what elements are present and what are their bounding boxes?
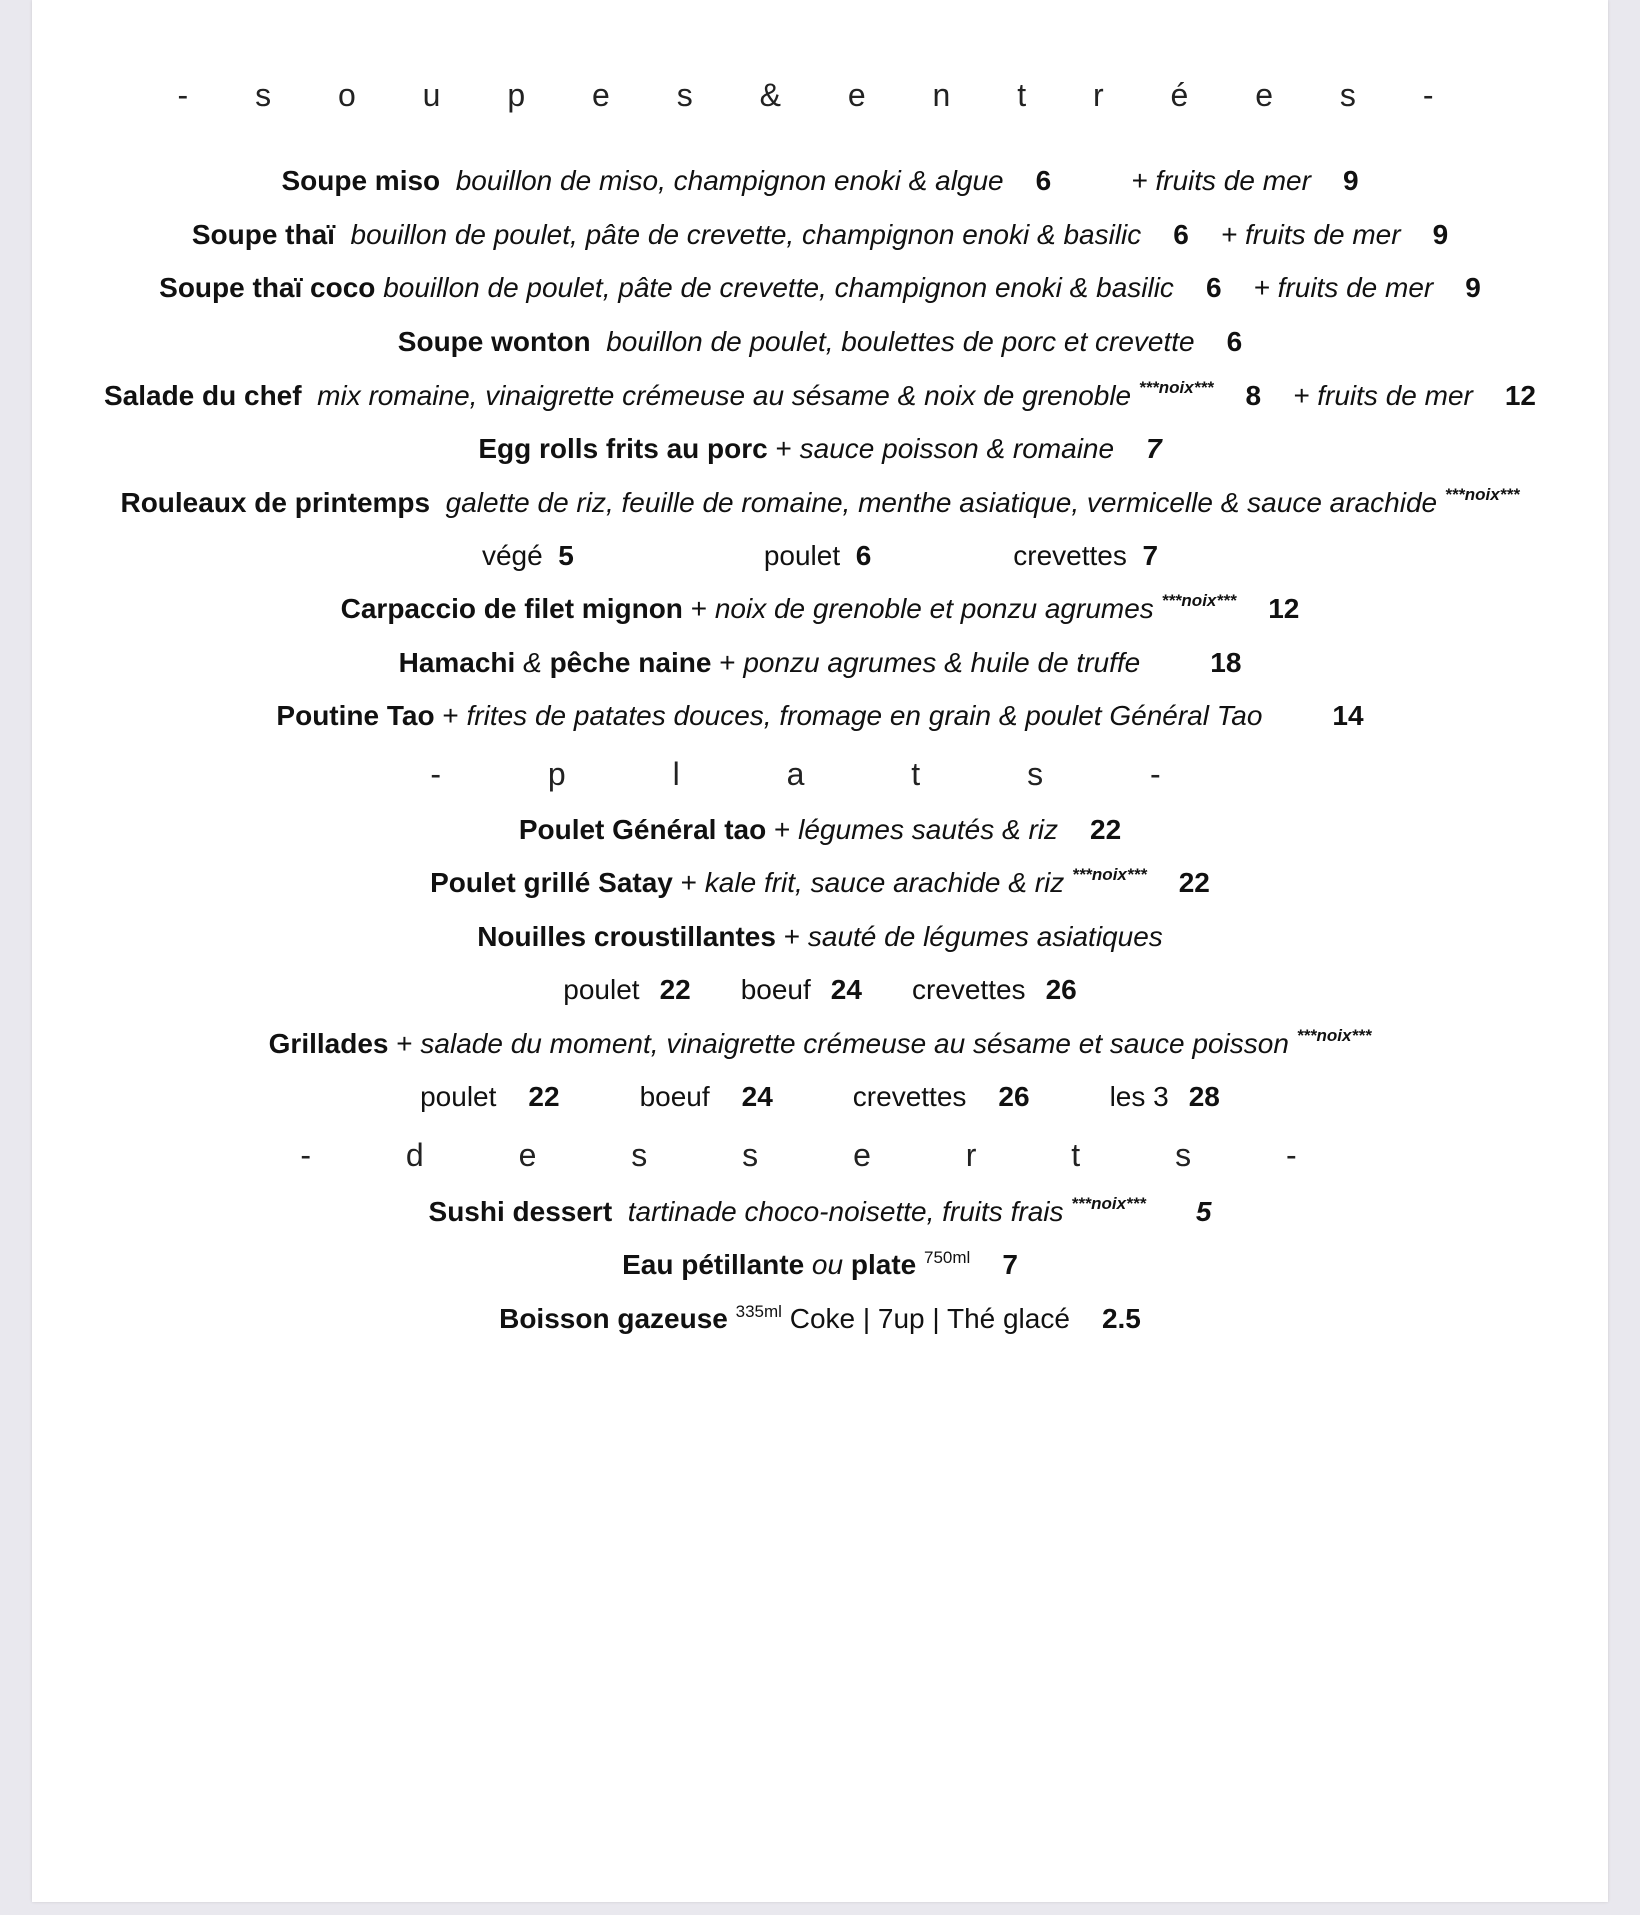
menu-item-rouleaux-printemps <box>32 486 1608 520</box>
rouleaux-options <box>32 539 1608 573</box>
item-description: sauce poisson & romaine <box>799 433 1115 464</box>
item-name: Grillades <box>268 1028 389 1059</box>
option-price: 28 <box>1188 1081 1220 1112</box>
option-label: crevettes <box>1013 540 1127 571</box>
nut-warning: ***noix*** <box>1138 378 1214 397</box>
item-price: 6 <box>1205 272 1222 303</box>
item-description: bouillon de poulet, boulettes de porc et crevette <box>606 326 1195 357</box>
item-description: bouillon de poulet, pâte de crevette, champignon enoki & basilic <box>383 272 1174 303</box>
nut-warning: ***noix*** <box>1072 865 1147 884</box>
option-price: 22 <box>659 974 691 1005</box>
heading-plats-text: - p l a t s - <box>430 756 1210 792</box>
option-price: 26 <box>998 1081 1030 1112</box>
nut-warning: ***noix*** <box>1444 485 1520 504</box>
plus-sign: + <box>719 647 736 678</box>
option-price: 24 <box>830 974 862 1005</box>
option-label: boeuf <box>639 1081 710 1112</box>
option-price: 24 <box>741 1081 773 1112</box>
item-price: 6 <box>1035 165 1052 196</box>
nut-warning: ***noix*** <box>1161 591 1237 610</box>
option-label: crevettes <box>852 1081 967 1112</box>
option-price: 6 <box>855 540 872 571</box>
item-name-part2: pêche naine <box>549 647 712 678</box>
item-extra-price: 9 <box>1342 165 1359 196</box>
item-extra-price: 9 <box>1465 272 1481 303</box>
item-description: bouillon de miso, champignon enoki & algue <box>455 165 1004 196</box>
item-name: Soupe miso <box>281 165 441 196</box>
heading-desserts-text: - d e s s e r t s - <box>300 1137 1340 1173</box>
item-description: galette de riz, feuille de romaine, menthe asiatique, vermicelle & sauce arachide <box>445 487 1438 518</box>
item-price: 7 <box>1002 1249 1018 1280</box>
item-extra: + fruits de mer <box>1131 165 1311 196</box>
menu-item-salade-du-chef <box>32 379 1608 413</box>
item-name: Soupe wonton <box>397 326 591 357</box>
item-description: noix de grenoble et ponzu agrumes <box>714 593 1154 624</box>
menu-item-nouilles-croustillantes <box>32 920 1608 954</box>
item-description: salade du moment, vinaigrette crémeuse au sésame et sauce poisson <box>420 1028 1289 1059</box>
item-extra: + fruits de mer <box>1253 272 1434 303</box>
item-name: Salade du chef <box>103 380 302 411</box>
item-name-part1: Eau pétillante <box>622 1249 805 1280</box>
item-price: 5 <box>1195 1196 1212 1227</box>
item-price: 6 <box>1226 326 1243 357</box>
grillades-options <box>32 1080 1608 1114</box>
item-description: frites de patates douces, fromage en grain & poulet Général Tao <box>466 700 1263 731</box>
item-name-part2: plate <box>850 1249 917 1280</box>
menu-page <box>32 0 1608 1902</box>
item-description: Coke | 7up | Thé glacé <box>789 1303 1070 1334</box>
heading-plats <box>32 757 1608 791</box>
menu-item-carpaccio <box>32 592 1608 626</box>
or-word: ou <box>811 1249 844 1280</box>
option-label: poulet <box>763 540 841 571</box>
item-name: Rouleaux de printemps <box>120 487 431 518</box>
item-price: 12 <box>1268 593 1300 624</box>
menu-item-poutine-tao <box>32 699 1608 733</box>
item-price: 22 <box>1178 867 1210 898</box>
item-extra: + fruits de mer <box>1293 380 1473 411</box>
item-price: 8 <box>1245 380 1262 411</box>
option-label: boeuf <box>740 974 811 1005</box>
menu-item-sushi-dessert <box>32 1195 1608 1229</box>
menu-item-poulet-satay <box>32 866 1608 900</box>
item-name: Poulet grillé Satay <box>430 867 673 898</box>
heading-soupes-text: - s o u p e s & e n t r é e s - <box>177 77 1463 113</box>
option-price: 5 <box>558 540 574 571</box>
item-description: légumes sautés & riz <box>798 814 1059 845</box>
menu-item-hamachi <box>32 646 1608 680</box>
item-price: 2.5 <box>1101 1303 1141 1334</box>
item-name: Boisson gazeuse <box>499 1303 728 1334</box>
option-price: 26 <box>1045 974 1077 1005</box>
ampersand: & <box>523 647 542 678</box>
menu-item-soupe-miso <box>32 164 1608 198</box>
menu-item-soupe-wonton <box>32 325 1608 359</box>
item-volume: 335ml <box>735 1302 782 1321</box>
option-price: 22 <box>528 1081 560 1112</box>
option-label: crevettes <box>911 974 1026 1005</box>
plus-sign: + <box>775 433 792 464</box>
item-name: Soupe thaï <box>191 219 335 250</box>
item-extra: + fruits de mer <box>1220 219 1401 250</box>
menu-item-soupe-thai-coco <box>32 271 1608 305</box>
option-price: 7 <box>1142 540 1159 571</box>
item-name: Poulet Général tao <box>518 814 767 845</box>
menu-item-soupe-thai <box>32 218 1608 252</box>
item-price: 6 <box>1173 219 1189 250</box>
item-name: Egg rolls frits au porc <box>478 433 768 464</box>
plus-sign: + <box>396 1028 413 1059</box>
item-description: kale frit, sauce arachide & riz <box>704 867 1065 898</box>
menu-item-boisson-gazeuse <box>32 1302 1608 1336</box>
plus-sign: + <box>680 867 698 898</box>
item-name: Sushi dessert <box>428 1196 613 1227</box>
item-name-part1: Hamachi <box>398 647 516 678</box>
option-label: végé <box>481 540 543 571</box>
option-label: les 3 <box>1109 1081 1169 1112</box>
item-extra-price: 9 <box>1432 219 1449 250</box>
item-price: 7 <box>1146 433 1162 464</box>
nut-warning: ***noix*** <box>1296 1026 1372 1045</box>
item-description: mix romaine, vinaigrette crémeuse au sésame & noix de grenoble <box>317 380 1132 411</box>
heading-soupes-entrees <box>32 78 1608 112</box>
plus-sign: + <box>774 814 791 845</box>
menu-item-egg-rolls <box>32 432 1608 466</box>
option-label: poulet <box>563 974 640 1005</box>
item-price: 18 <box>1210 647 1242 678</box>
item-price: 22 <box>1090 814 1122 845</box>
option-label: poulet <box>420 1081 497 1112</box>
item-price: 14 <box>1332 700 1364 731</box>
item-description: tartinade choco-noisette, fruits frais <box>627 1196 1064 1227</box>
item-name: Carpaccio de filet mignon <box>340 593 683 624</box>
plus-sign: + <box>783 921 801 952</box>
item-description: bouillon de poulet, pâte de crevette, champignon enoki & basilic <box>350 219 1142 250</box>
item-name: Soupe thaï coco <box>159 272 376 303</box>
plus-sign: + <box>442 700 459 731</box>
item-name: Poutine Tao <box>276 700 435 731</box>
item-name: Nouilles croustillantes <box>477 921 776 952</box>
item-volume: 750ml <box>924 1248 971 1267</box>
menu-item-eau <box>32 1248 1608 1282</box>
menu-item-grillades <box>32 1027 1608 1061</box>
nut-warning: ***noix*** <box>1071 1194 1146 1213</box>
nouilles-options <box>32 973 1608 1007</box>
item-extra-price: 12 <box>1504 380 1537 411</box>
item-description: ponzu agrumes & huile de truffe <box>743 647 1141 678</box>
heading-desserts <box>32 1138 1608 1172</box>
menu-item-poulet-general-tao <box>32 813 1608 847</box>
item-description: sauté de légumes asiatiques <box>807 921 1163 952</box>
plus-sign: + <box>690 593 708 624</box>
